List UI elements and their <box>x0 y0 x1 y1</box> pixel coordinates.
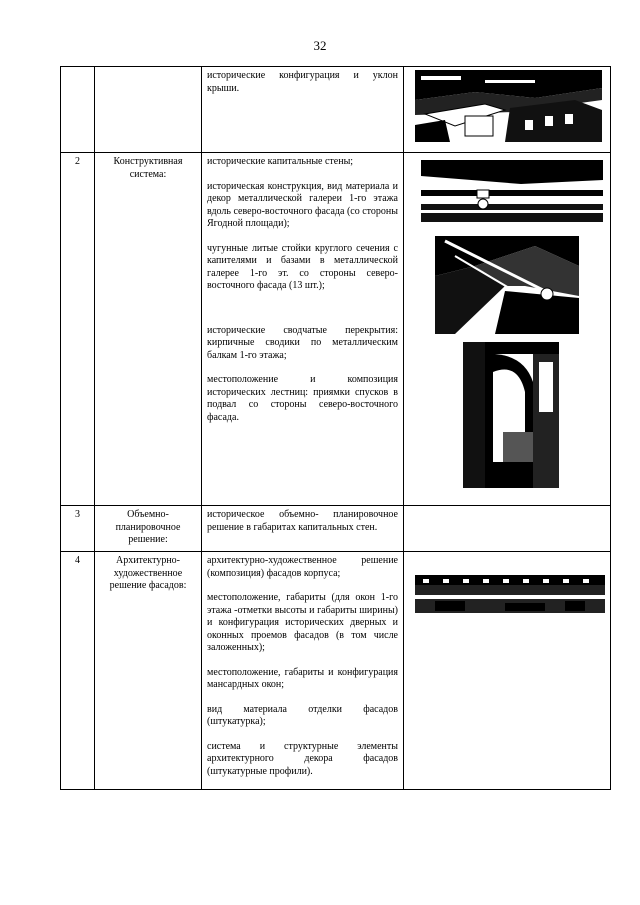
feature-item: вид материала отделки фасадов (штукатурка); <box>207 703 398 727</box>
feature-item: местоположение, габариты и конфигурация мансардных окон; <box>207 666 398 690</box>
feature-item: историческая конструкция, вид материала и декор металлической галереи 1-го этажа вдоль северо-восточного фасада (со стороны Ягодной площади); <box>207 180 398 229</box>
row-category: Конструктивная система: <box>95 153 202 506</box>
facade-photo <box>415 567 605 613</box>
feature-item: исторические конфигурация и уклон крыши. <box>207 70 398 94</box>
page-number: 32 <box>313 38 327 53</box>
table-row <box>61 153 611 506</box>
feature-item: историческое объемно- планировочное решение в габаритах капитальных стен. <box>207 509 398 533</box>
feature-item: чугунные литые стойки круглого сечения с капителями и базами в металлической галерее 1-го эт. со стороны северо-восточного фасада (13 шт.); <box>207 242 398 291</box>
row-description <box>202 153 404 506</box>
protected-features-table <box>60 66 611 790</box>
photo-cell <box>404 67 611 153</box>
row-number <box>61 67 95 153</box>
photo-cell <box>404 506 611 552</box>
vault-photo <box>463 342 559 488</box>
table-row <box>61 506 611 552</box>
table-row <box>61 552 611 790</box>
row-category: Архитектурно-художественное решение фасадов: <box>95 552 202 790</box>
feature-item: местоположение и композиция исторических лестниц: приямки спусков в подвал со стороны северо-восточного фасада. <box>207 374 398 423</box>
row-category: Объемно-планировочное решение: <box>95 506 202 552</box>
columns-photo <box>435 236 579 334</box>
row-number: 3 <box>61 506 95 552</box>
row-number: 2 <box>61 153 95 506</box>
row-description <box>202 506 404 552</box>
row-category <box>95 67 202 153</box>
gallery-photo <box>421 160 603 222</box>
row-number: 4 <box>61 552 95 790</box>
row-description <box>202 67 404 153</box>
feature-item: архитектурно-художественное решение (композиция) фасадов корпуса; <box>207 555 398 579</box>
feature-item: система и структурные элементы архитектурного декора фасадов (штукатурные профили). <box>207 740 398 777</box>
feature-item: исторические сводчатые перекрытия: кирпичные сводики по металлическим балкам 1-го этажа; <box>207 324 398 361</box>
photo-cell <box>404 153 611 506</box>
feature-item: местоположение, габариты (для окон 1-го этажа -отметки высоты и габариты ширины) и конфигурация исторических дверных и оконных проемов фасадов (в том числе заложенных); <box>207 592 398 653</box>
roof-photo <box>415 70 602 142</box>
photo-cell <box>404 552 611 790</box>
table-row <box>61 67 611 153</box>
row-description <box>202 552 404 790</box>
feature-item: исторические капитальные стены; <box>207 156 354 167</box>
